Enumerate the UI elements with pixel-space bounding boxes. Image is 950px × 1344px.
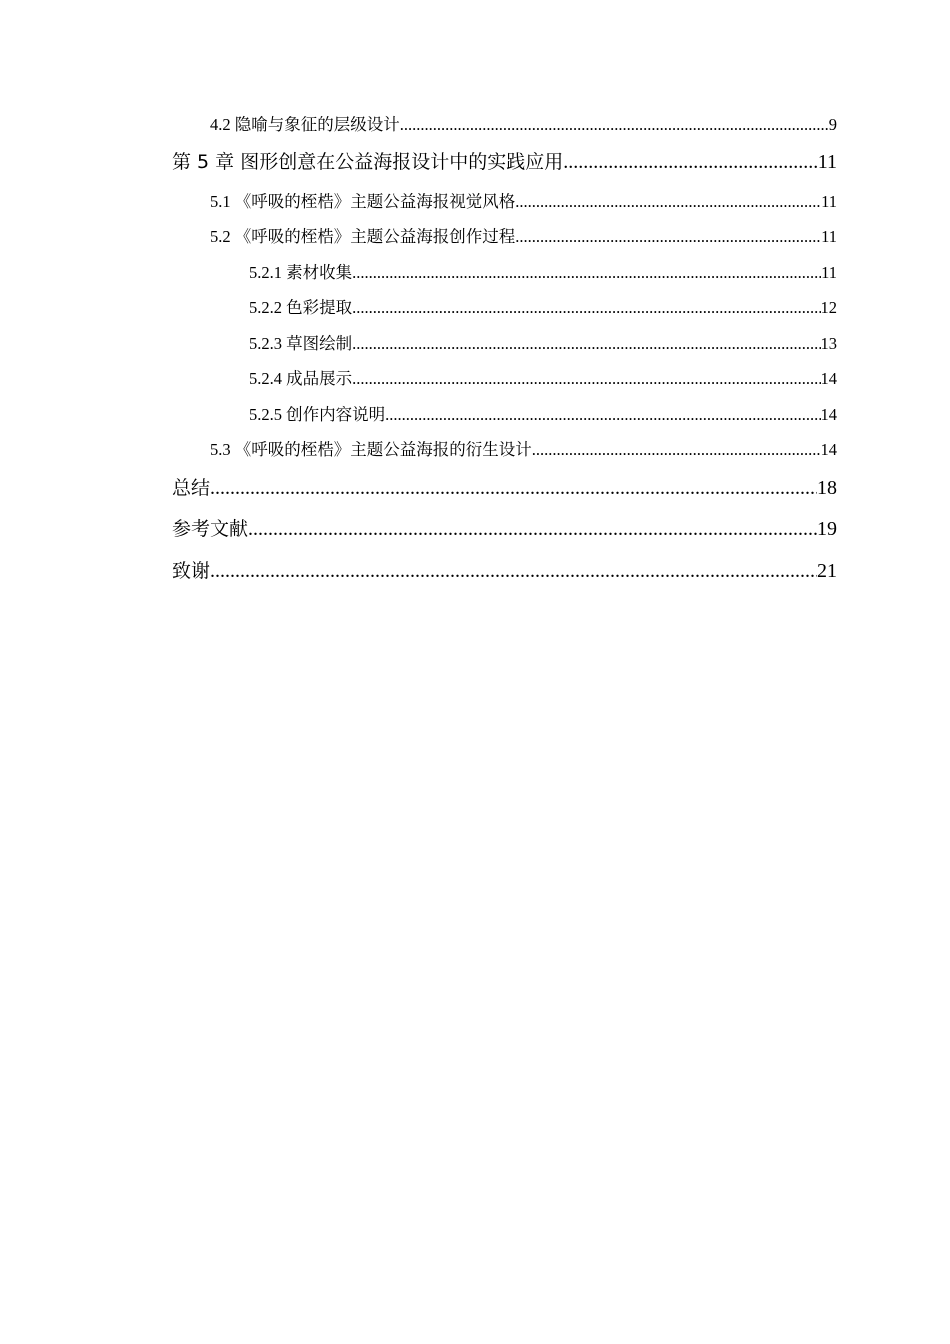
toc-entry-5-3[interactable] xyxy=(172,432,837,468)
dot-leader xyxy=(210,468,817,510)
toc-entry-5-2[interactable] xyxy=(172,219,837,255)
dot-leader xyxy=(352,255,821,291)
toc-entry-references[interactable] xyxy=(172,509,837,551)
toc-entry-title: 第 5 章 图形创意在公益海报设计中的实践应用 xyxy=(172,151,564,173)
toc-entry-page: 14 xyxy=(820,404,837,424)
toc-entry-title: 5.2.5 创作内容说明 xyxy=(249,404,386,424)
toc-entry-title: 5.2.4 成品展示 xyxy=(249,369,353,388)
dot-leader xyxy=(515,219,821,255)
toc-entry-title: 参考文献 xyxy=(172,518,249,540)
dot-leader xyxy=(385,397,820,433)
toc-entry-page: 11 xyxy=(821,191,837,211)
toc-entry-summary[interactable] xyxy=(172,468,837,510)
toc-entry-5-2-3[interactable] xyxy=(172,326,837,362)
toc-entry-page: 21 xyxy=(817,559,837,582)
toc-entry-page: 14 xyxy=(820,369,837,388)
toc-entry-page: 11 xyxy=(821,262,837,282)
toc-entry-5-2-2[interactable] xyxy=(172,290,837,326)
toc-entry-5-2-5[interactable] xyxy=(172,397,837,433)
toc-entry-title: 4.2 隐喻与象征的层级设计 xyxy=(210,115,400,134)
toc-entry-page: 14 xyxy=(820,440,837,459)
table-of-contents xyxy=(172,108,837,592)
toc-entry-title: 5.2 《呼吸的桎梏》主题公益海报创作过程 xyxy=(210,227,516,246)
dot-leader xyxy=(400,108,829,142)
toc-entry-page: 11 xyxy=(821,227,837,246)
toc-entry-5-1[interactable] xyxy=(172,184,837,220)
toc-entry-title: 5.2.3 草图绘制 xyxy=(249,333,353,353)
toc-entry-page: 18 xyxy=(817,476,837,499)
dot-leader xyxy=(248,509,817,551)
toc-entry-title: 5.1 《呼吸的桎梏》主题公益海报视觉风格 xyxy=(210,191,516,211)
dot-leader xyxy=(352,290,820,326)
toc-entry-title: 5.2.1 素材收集 xyxy=(249,262,353,282)
toc-entry-page: 11 xyxy=(817,151,837,173)
toc-entry-page: 12 xyxy=(820,298,837,317)
dot-leader xyxy=(532,432,821,468)
toc-entry-page: 9 xyxy=(828,115,837,134)
dot-leader xyxy=(352,326,820,362)
dot-leader xyxy=(352,361,820,397)
toc-entry-title: 5.2.2 色彩提取 xyxy=(249,298,353,317)
toc-entry-title: 总结 xyxy=(172,476,211,499)
toc-entry-4-2[interactable] xyxy=(172,108,837,142)
toc-entry-page: 13 xyxy=(820,333,837,353)
dot-leader xyxy=(210,551,817,593)
dot-leader xyxy=(563,142,818,184)
toc-entry-title: 致谢 xyxy=(172,559,211,582)
dot-leader xyxy=(515,184,821,220)
toc-entry-title: 5.3 《呼吸的桎梏》主题公益海报的衍生设计 xyxy=(210,440,532,459)
toc-entry-chapter-5[interactable] xyxy=(172,142,837,184)
toc-entry-page: 19 xyxy=(817,518,837,540)
toc-entry-5-2-4[interactable] xyxy=(172,361,837,397)
toc-entry-5-2-1[interactable] xyxy=(172,255,837,291)
toc-entry-acknowledgements[interactable] xyxy=(172,551,837,593)
